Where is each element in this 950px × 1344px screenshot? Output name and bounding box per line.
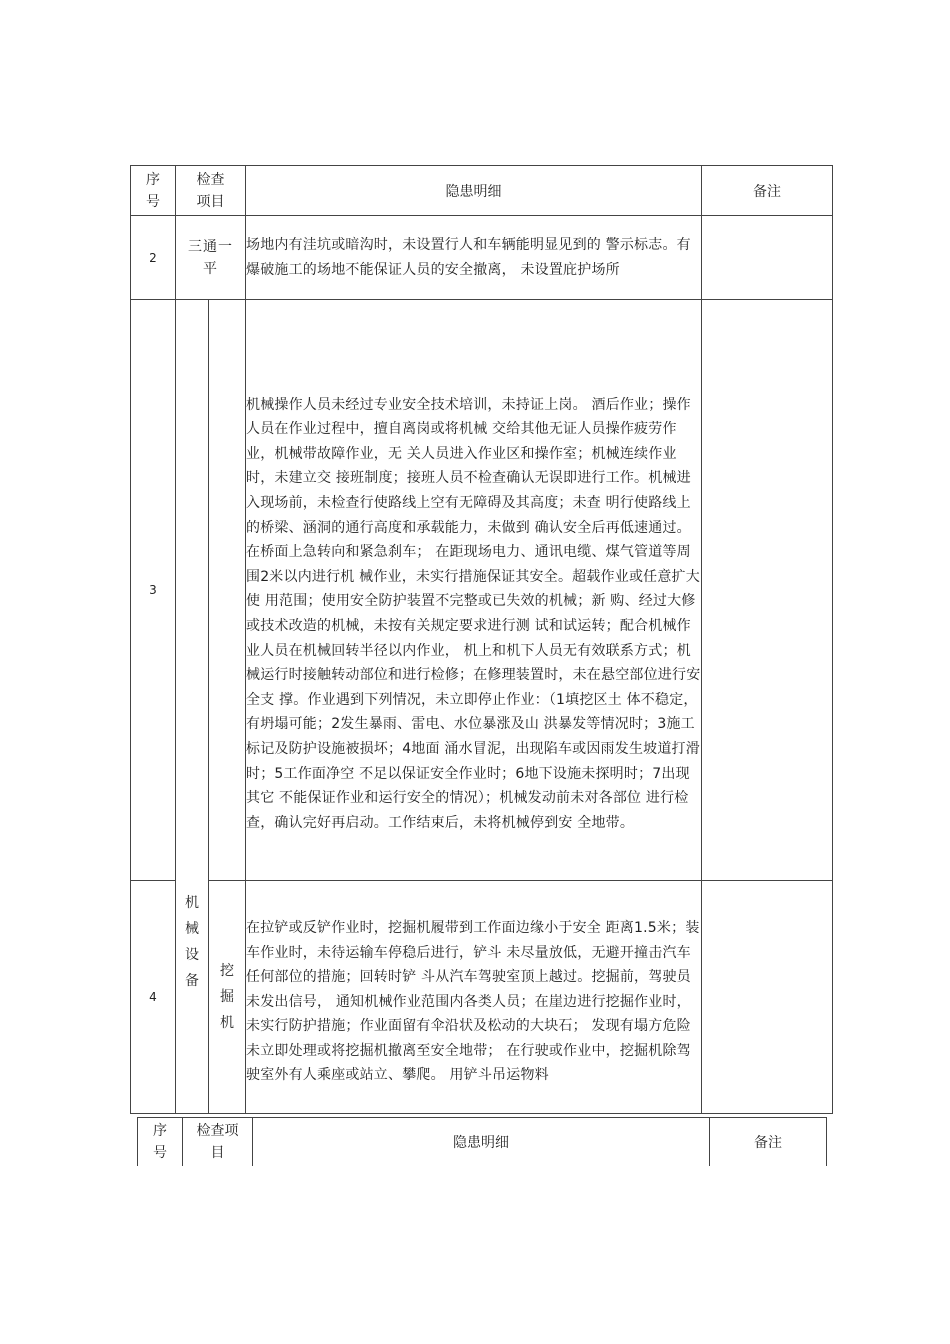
header-item: [176, 166, 246, 216]
row-detail: 机械操作人员未经过专业安全技术培训，未持证上岗。 酒后作业；操作人员在作业过程中，擅自离岗或将机械 交给其他无证人员操作疲劳作业，机械带故障作业，无 关人员进入作业区和操作室；机械连续作业时，未建立交 接班制度；接班人员不检查确认无误即进行工作。机械进 入现场前，未检查行使路线上空有无障碍及其高度；未查 明行使路线上的桥梁、涵洞的通行高度和承载能力，未做到 确认安全后再低速通过。在桥面上急转向和紧急刹车； 在距现场电力、通讯电缆、煤气管道等周围2米以内进行机 械作业，未实行措施保证其安全。超载作业或任意扩大使 用范围；使用安全防护装置不完整或已失效的机械；新 购、经过大修或技术改造的机械，未按有关规定要求进行测 试和试运转；配合机械作业人员在机械回转半径以内作业， 机上和机下人员无有效联系方式；机械运行时接触转动部位和进行检修；在修理装置时，未在悬空部位进行安全支 撑。作业遇到下列情况，未立即停止作业：（1填挖区土 体不稳定，有坍塌可能；2发生暴雨、雷电、水位暴涨及山 洪暴发等情况时；3施工标记及防护设施被损坏；4地面 涌水冒泥，出现陷车或因雨发生坡道打滑时；5工作面净空 不足以保证安全作业时；6地下设施未探明时；7出现其它 不能保证作业和运行安全的情况）；机械发动前未对各部位 进行检查，确认完好再启动。工作结束后，未将机械停到安 全地带。: [246, 300, 702, 881]
group-item-cell: [176, 300, 209, 1114]
table-row: [131, 881, 833, 1114]
header-seq-label: 序号: [146, 171, 160, 210]
row-remark: [702, 881, 833, 1114]
hazard-table: [130, 165, 833, 1114]
row-seq: 3: [131, 300, 176, 881]
row-subitem: [209, 881, 246, 1114]
header-item-label: 检查项目: [196, 171, 225, 210]
header-item: [183, 1118, 253, 1167]
header-remark: 备注: [702, 166, 833, 216]
table-header-row: [138, 1118, 827, 1167]
row-item-label: 三通一平: [188, 238, 233, 277]
header-remark: 备注: [710, 1118, 827, 1167]
header-item-label: 检查项目: [196, 1123, 239, 1161]
row-subitem: [209, 300, 246, 881]
continued-table-header: [137, 1117, 827, 1166]
row-seq: 2: [131, 216, 176, 300]
row-item: [176, 216, 246, 300]
table-header-row: [131, 166, 833, 216]
row-detail: 场地内有洼坑或暗沟时，未设置行人和车辆能明显见到的 警示标志。有爆破施工的场地不能保证人员的安全撤离， 未设置庇护场所: [246, 216, 702, 300]
row-detail: 在拉铲或反铲作业时，挖掘机履带到工作面边缘小于安全 距离1.5米；装车作业时，未待运输车停稳后进行，铲斗 未尽量放低，无避开撞击汽车任何部位的措施；回转时铲 斗从汽车驾驶室顶上越过。挖掘前，驾驶员未发出信号， 通知机械作业范围内各类人员；在崖边进行挖掘作业时， 未实行防护措施；作业面留有伞沿状及松动的大块石； 发现有塌方危险未立即处理或将挖掘机撤离至安全地带； 在行驶或作业中，挖掘机除驾驶室外有人乘座或站立、攀爬。 用铲斗吊运物料: [246, 881, 702, 1114]
row-seq: 4: [131, 881, 176, 1114]
group-item-label: 机械设备: [185, 894, 199, 989]
header-seq: [138, 1118, 183, 1167]
row-remark: [702, 300, 833, 881]
header-seq: [131, 166, 176, 216]
table-row: [131, 216, 833, 300]
header-seq-label: 序号: [153, 1123, 167, 1161]
row-subitem-label: 挖掘机: [220, 963, 234, 1031]
header-detail: 隐患明细: [253, 1118, 710, 1167]
row-remark: [702, 216, 833, 300]
table-row: [131, 300, 833, 881]
header-detail: 隐患明细: [246, 166, 702, 216]
